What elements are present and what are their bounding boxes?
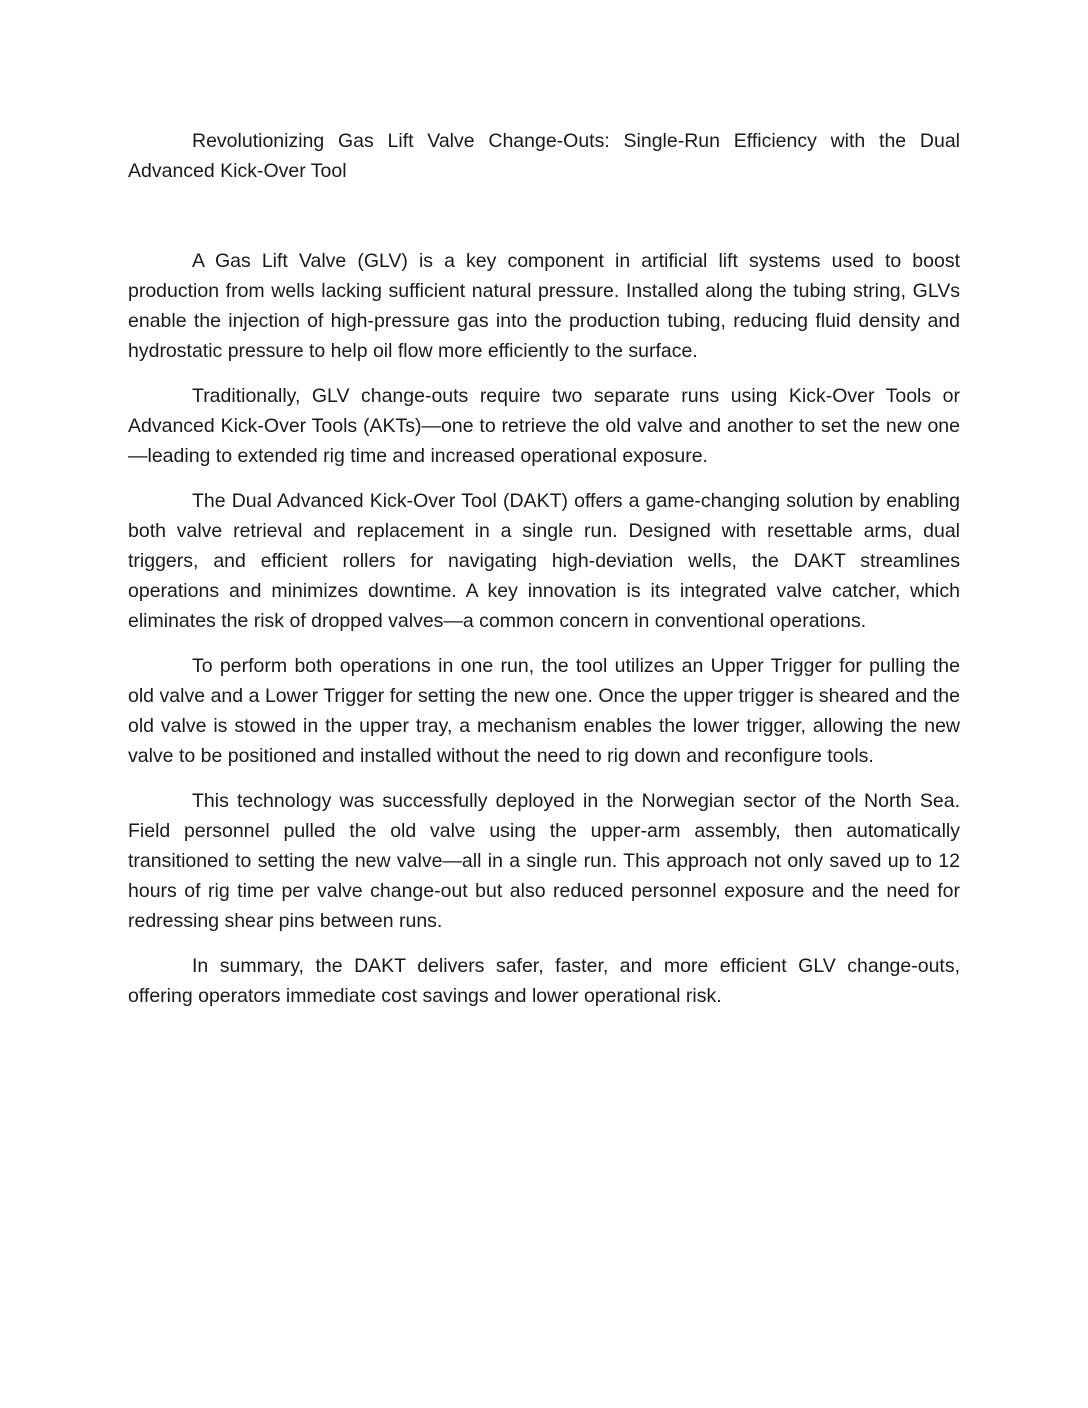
paragraph-traditional-changeouts: Traditionally, GLV change-outs require two separate runs using Kick-Over Tools or Advanced Kick-Over Tools (AKTs)—one to retrieve the old valve and another to set the new one—leading to extended rig time and increased operational exposure. [128,385,960,467]
paragraph-dakt-solution: The Dual Advanced Kick-Over Tool (DAKT) offers a game-changing solution by enabling both valve retrieval and replacement in a single run. Designed with resettable arms, dual triggers, and efficient rollers for navigating high-deviation wells, the DAKT streamlines operations and minimizes downtime. A key innovation is its integrated valve catcher, which eliminates the risk of dropped valves—a common concern in conventional operations. [128,490,960,632]
paragraph-summary: In summary, the DAKT delivers safer, faster, and more efficient GLV change-outs, offering operators immediate cost savings and lower operational risk. [128,955,960,1007]
document-body [128,126,960,1026]
paragraph-glv-intro: A Gas Lift Valve (GLV) is a key component in artificial lift systems used to boost production from wells lacking sufficient natural pressure. Installed along the tubing string, GLVs enable the injection of high-pressure gas into the production tubing, reducing fluid density and hydrostatic pressure to help oil flow more efficiently to the surface. [128,250,960,362]
title-spacer [128,186,960,246]
document-title: Revolutionizing Gas Lift Valve Change-Outs: Single-Run Efficiency with the Dual Advanced Kick-Over Tool [128,130,960,182]
paragraph-trigger-mechanism: To perform both operations in one run, the tool utilizes an Upper Trigger for pulling the old valve and a Lower Trigger for setting the new one. Once the upper trigger is sheared and the old valve is stowed in the upper tray, a mechanism enables the lower trigger, allowing the new valve to be positioned and installed without the need to rig down and reconfigure tools. [128,655,960,767]
paragraph-north-sea-deployment: This technology was successfully deployed in the Norwegian sector of the North Sea. Field personnel pulled the old valve using the upper-arm assembly, then automatically transitioned to setting the new valve—all in a single run. This approach not only saved up to 12 hours of rig time per valve change-out but also reduced personnel exposure and the need for redressing shear pins between runs. [128,790,960,932]
